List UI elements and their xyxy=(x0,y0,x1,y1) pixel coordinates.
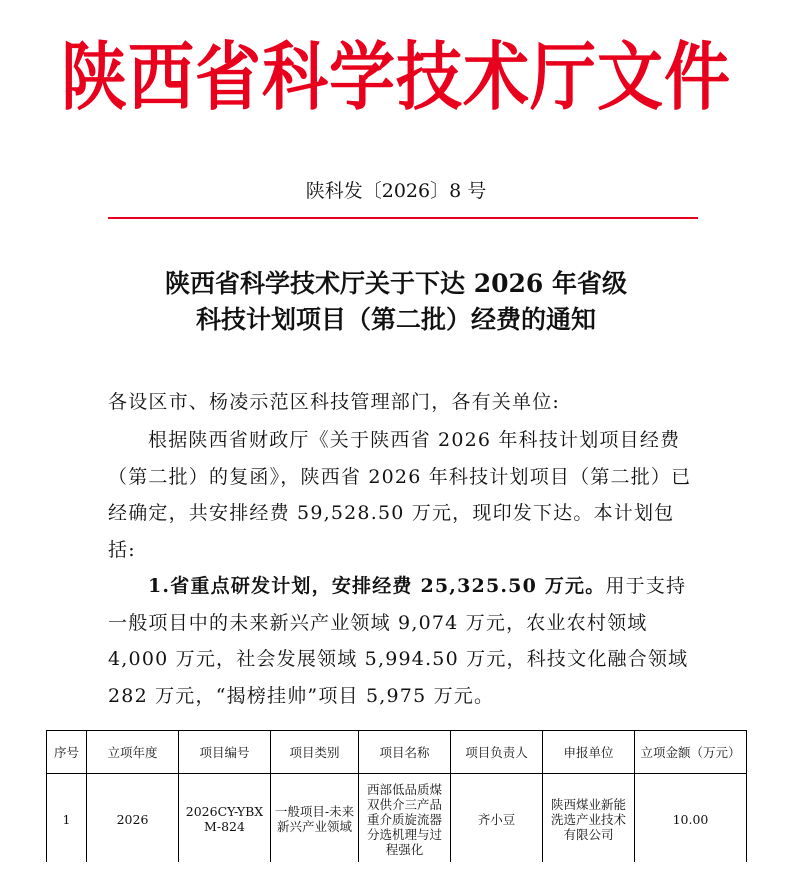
notice-title-line-2: 科技计划项目（第二批）经费的通知 xyxy=(195,305,596,334)
cell-amount: 10.00 xyxy=(635,774,747,865)
header-project-category: 项目类别 xyxy=(271,731,359,774)
notice-title-line-1: 陕西省科学技术厅关于下达 2026 年省级 xyxy=(165,269,627,298)
paragraph-lead-bold: 1.省重点研发计划，安排经费 25,325.50 万元。 xyxy=(148,575,606,597)
cell-year: 2026 xyxy=(87,774,179,865)
cell-index: 1 xyxy=(47,774,87,865)
header-year: 立项年度 xyxy=(87,731,179,774)
table-header-row xyxy=(47,731,747,774)
cell-project-code: 2026CY-YBXM-824 xyxy=(179,774,271,865)
paragraph-basis: 根据陕西省财政厅《关于陕西省 2026 年科技计划项目经费（第二批）的复函》，陕西省 2026 年科技计划项目（第二批）已经确定，共安排经费 59,528.50 万元，现印发下达。本计划包括: xyxy=(108,429,692,561)
header-project-leader: 项目负责人 xyxy=(451,731,543,774)
salutation: 各设区市、杨凌示范区科技管理部门，各有关单位: xyxy=(108,391,561,413)
document-number: 陕科发〔2026〕8 号 xyxy=(305,180,487,202)
header-project-name: 项目名称 xyxy=(359,731,451,774)
header-applicant-unit: 申报单位 xyxy=(543,731,635,774)
cell-project-category: 一般项目-未来新兴产业领域 xyxy=(271,774,359,865)
paragraph-detail: 用于支持一般项目中的未来新兴产业领域 9,074 万元，农业农村领域 4,000 万元，社会发展领域 5,994.50 万元，科技文化融合领域 282 万元，“揭榜挂帅”项目 5,975 万元。 xyxy=(108,575,689,707)
notice-title xyxy=(0,266,792,338)
header-project-code: 项目编号 xyxy=(179,731,271,774)
header-amount: 立项金额（万元） xyxy=(635,731,747,774)
cell-project-name: 西部低品质煤双供介三产品重介质旋流器分选机理与过程强化 xyxy=(359,774,451,865)
paragraph-key-rd-plan xyxy=(108,568,700,714)
page-bottom-edge xyxy=(0,862,792,891)
red-divider-line xyxy=(108,217,698,219)
project-table xyxy=(46,730,747,865)
header-index: 序号 xyxy=(47,731,87,774)
table-row xyxy=(47,774,747,865)
document-masthead: 陕西省科学技术厅文件 xyxy=(61,34,731,121)
cell-project-leader: 齐小豆 xyxy=(451,774,543,865)
cell-applicant-unit: 陕西煤业新能洗选产业技术有限公司 xyxy=(543,774,635,865)
